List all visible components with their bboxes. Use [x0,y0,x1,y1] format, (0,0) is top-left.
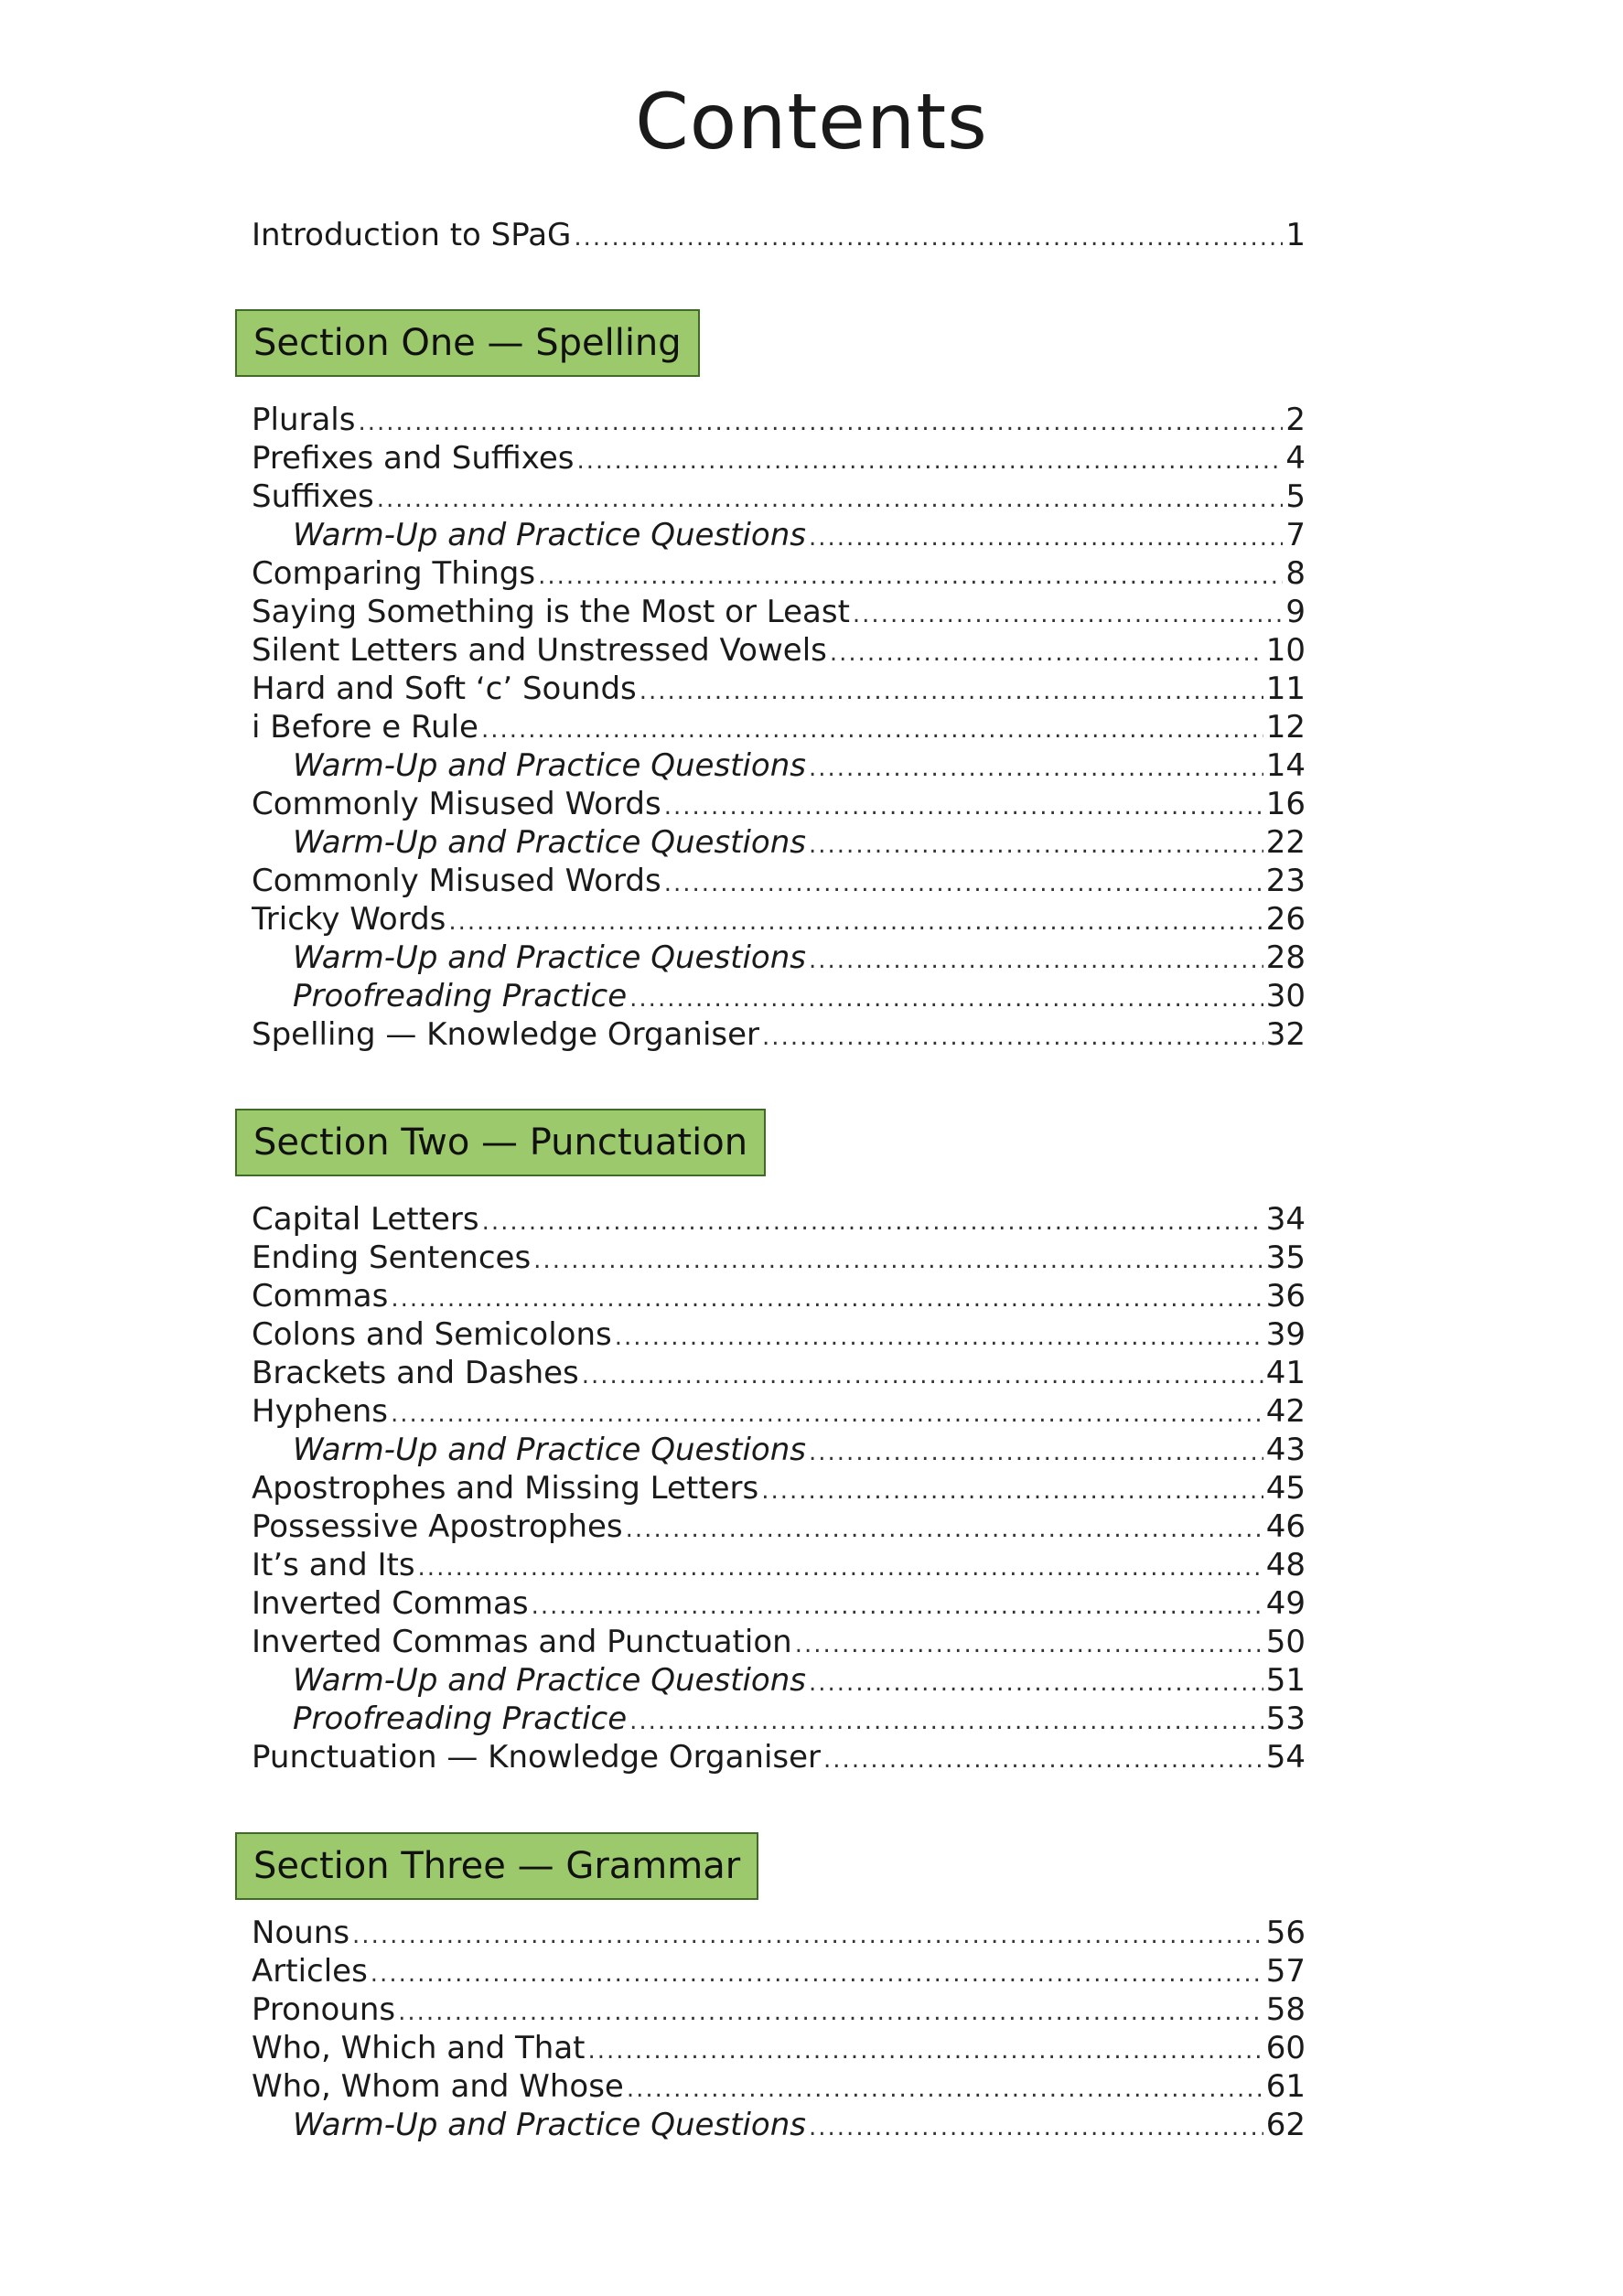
entry-label: Hard and Soft ‘c’ Sounds [252,671,637,707]
toc-row[interactable] [252,939,1306,977]
entry-page-number: 23 [1265,863,1306,899]
toc-row[interactable] [252,2029,1306,2067]
dot-leader [482,1203,1263,1239]
dot-leader [371,1955,1263,1990]
dot-leader [576,442,1283,477]
toc-row[interactable] [252,862,1306,900]
toc-row[interactable] [252,1546,1306,1584]
entry-page-number: 22 [1265,824,1306,861]
toc-row[interactable] [252,2067,1306,2106]
entry-page-number: 8 [1285,555,1306,592]
entry-label: Plurals [252,402,356,438]
toc-row[interactable] [252,746,1306,785]
entry-label: Articles [252,1953,368,1990]
toc-row[interactable] [252,477,1306,516]
intro-entry [252,216,1306,254]
entry-label: Who, Which and That [252,2030,586,2066]
toc-row[interactable] [252,1469,1306,1507]
toc-row[interactable] [252,1738,1306,1776]
dot-leader [582,1357,1263,1392]
entry-page-number: 9 [1285,594,1306,630]
dot-leader [391,1395,1263,1431]
entry-label: Brackets and Dashes [252,1355,579,1391]
dot-leader [358,403,1283,439]
entry-label: Hyphens [252,1393,388,1430]
dot-leader [629,1702,1263,1738]
dot-leader [809,1664,1263,1700]
section-heading: Section Three — Grammar [235,1832,758,1900]
toc-row[interactable] [252,1990,1306,2029]
toc-row[interactable] [252,1277,1306,1315]
entry-page-number: 46 [1265,1508,1306,1545]
entry-page-number: 41 [1265,1355,1306,1391]
toc-row[interactable] [252,1584,1306,1623]
dot-leader [532,1587,1263,1623]
entry-page-number: 60 [1265,2030,1306,2066]
dot-leader [538,557,1283,593]
entry-label: Spelling — Knowledge Organiser [252,1016,760,1053]
toc-row[interactable] [252,823,1306,862]
dot-leader [809,2108,1263,2144]
toc-row[interactable] [252,439,1306,477]
toc-row[interactable] [252,708,1306,746]
section-one-entries [252,401,1306,1054]
entry-label: Inverted Commas and Punctuation [252,1624,792,1660]
dot-leader [823,1741,1263,1776]
toc-row[interactable] [252,1239,1306,1277]
entry-page-number: 35 [1265,1239,1306,1276]
entry-page-number: 51 [1265,1662,1306,1699]
entry-label: Commas [252,1278,389,1314]
entry-label: Warm-Up and Practice Questions [293,824,806,861]
entry-page-number: 50 [1265,1624,1306,1660]
entry-page-number: 10 [1265,632,1306,669]
dot-leader [626,1510,1263,1546]
entry-label: Silent Letters and Unstressed Vowels [252,632,827,669]
entry-label: Warm-Up and Practice Questions [293,939,806,976]
entry-label: Capital Letters [252,1201,479,1238]
dot-leader [627,2070,1263,2106]
entry-page-number: 49 [1265,1585,1306,1622]
toc-row[interactable] [252,1392,1306,1431]
entry-label: Who, Whom and Whose [252,2068,624,2105]
toc-row[interactable] [252,1914,1306,1952]
toc-row[interactable] [252,1700,1306,1738]
toc-row[interactable] [252,516,1306,554]
entry-page-number: 7 [1285,517,1306,553]
toc-row[interactable] [252,1354,1306,1392]
dot-leader [830,634,1263,670]
toc-row[interactable] [252,785,1306,823]
entry-page-number: 61 [1265,2068,1306,2105]
entry-page-number: 11 [1265,671,1306,707]
entry-label: Prefixes and Suffixes [252,440,575,477]
toc-row[interactable] [252,900,1306,939]
dot-leader [629,980,1263,1015]
entry-label: Warm-Up and Practice Questions [293,2107,806,2143]
entry-label: Tricky Words [252,901,446,938]
dot-leader [418,1549,1263,1584]
entry-label: Warm-Up and Practice Questions [293,747,806,784]
entry-label: Warm-Up and Practice Questions [293,1432,806,1468]
section-three-entries [252,1914,1306,2144]
section-heading: Section Two — Punctuation [235,1109,766,1176]
entry-page-number: 45 [1265,1470,1306,1507]
entry-label: Proofreading Practice [293,1701,628,1737]
entry-label: Apostrophes and Missing Letters [252,1470,759,1507]
entry-page-number: 56 [1265,1915,1306,1951]
dot-leader [795,1625,1263,1661]
toc-row[interactable] [252,1200,1306,1239]
toc-row[interactable] [252,631,1306,670]
entry-label: Warm-Up and Practice Questions [293,517,806,553]
toc-row[interactable] [252,401,1306,439]
dot-leader [391,1280,1263,1315]
entry-page-number: 42 [1265,1393,1306,1430]
toc-row[interactable] [252,977,1306,1015]
toc-row[interactable] [252,1952,1306,1990]
toc-row[interactable] [252,1623,1306,1661]
dot-leader [481,711,1263,746]
entry-label: Warm-Up and Practice Questions [293,1662,806,1699]
toc-row[interactable] [252,2106,1306,2144]
dot-leader [853,595,1283,631]
dot-leader [664,788,1263,823]
dot-leader [809,1433,1263,1469]
dot-leader [664,864,1263,900]
entry-label: Commonly Misused Words [252,863,661,899]
entry-label: It’s and Its [252,1547,415,1583]
entry-label: Pronouns [252,1991,396,2028]
entry-page-number: 39 [1265,1316,1306,1353]
entry-label: Possessive Apostrophes [252,1508,623,1545]
entry-page-number: 62 [1265,2107,1306,2143]
entry-label: Inverted Commas [252,1585,529,1622]
entry-page-number: 34 [1265,1201,1306,1238]
entry-page-number: 16 [1265,786,1306,822]
entry-page-number: 26 [1265,901,1306,938]
entry-label: Saying Something is the Most or Least [252,594,850,630]
entry-page-number: 43 [1265,1432,1306,1468]
entry-label: Suffixes [252,478,374,515]
entry-label: Comparing Things [252,555,536,592]
entry-page-number: 53 [1265,1701,1306,1737]
entry-page-number: 5 [1285,478,1306,515]
toc-row[interactable] [252,554,1306,593]
entry-page-number: 54 [1265,1739,1306,1776]
entry-page-number: 2 [1285,402,1306,438]
entry-label: Proofreading Practice [293,978,628,1014]
dot-leader [574,219,1283,254]
toc-row[interactable] [252,1661,1306,1700]
entry-page-number: 12 [1265,709,1306,746]
dot-leader [377,480,1284,516]
toc-row[interactable] [252,1431,1306,1469]
dot-leader [398,1993,1263,2029]
toc-row[interactable] [252,670,1306,708]
dot-leader [809,749,1263,785]
toc-row[interactable] [252,593,1306,631]
dot-leader [809,826,1263,862]
dot-leader [533,1241,1263,1277]
entry-page-number: 28 [1265,939,1306,976]
dot-leader [448,903,1263,939]
entry-page-number: 32 [1265,1016,1306,1053]
dot-leader [809,519,1283,554]
entry-page-number: 4 [1285,440,1306,477]
entry-page-number: 30 [1265,978,1306,1014]
dot-leader [809,941,1263,977]
entry-page-number: 57 [1265,1953,1306,1990]
entry-page-number: 48 [1265,1547,1306,1583]
entry-label: i Before e Rule [252,709,478,746]
entry-label: Punctuation — Knowledge Organiser [252,1739,822,1776]
toc-row[interactable] [252,1315,1306,1354]
dot-leader [588,2032,1263,2067]
dot-leader [762,1018,1263,1054]
entry-label: Nouns [252,1915,350,1951]
toc-row[interactable] [252,1015,1306,1054]
section-two-entries [252,1200,1306,1776]
entry-label: Commonly Misused Words [252,786,661,822]
entry-page-number: 1 [1285,217,1306,253]
entry-label: Introduction to SPaG [252,217,572,253]
dot-leader [352,1916,1263,1952]
entry-page-number: 36 [1265,1278,1306,1314]
entry-page-number: 58 [1265,1991,1306,2028]
toc-row[interactable] [252,216,1306,254]
dot-leader [761,1472,1263,1507]
entry-label: Colons and Semicolons [252,1316,612,1353]
toc-row[interactable] [252,1507,1306,1546]
dot-leader [640,672,1263,708]
page-title: Contents [635,77,988,166]
dot-leader [615,1318,1263,1354]
entry-page-number: 14 [1265,747,1306,784]
entry-label: Ending Sentences [252,1239,532,1276]
section-heading: Section One — Spelling [235,309,700,377]
